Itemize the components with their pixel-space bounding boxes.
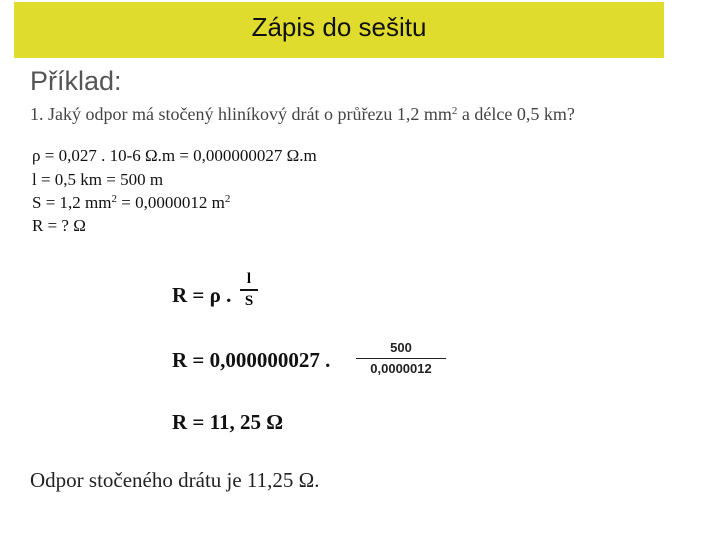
given-area-a: S = 1,2 mm bbox=[32, 193, 112, 212]
fraction-bar bbox=[356, 358, 446, 359]
given-area bbox=[32, 193, 230, 213]
fraction-bar bbox=[240, 289, 258, 291]
given-length: l = 0,5 km = 500 m bbox=[32, 170, 164, 189]
formula-general: R = ρ . bbox=[172, 283, 232, 307]
answer-text: Odpor stočeného drátu je 11,25 Ω. bbox=[30, 468, 320, 492]
fraction-denominator: S bbox=[244, 292, 254, 309]
given-area-sup1: 2 bbox=[111, 193, 117, 205]
fraction-numerator: l bbox=[246, 271, 252, 287]
title-bar bbox=[14, 2, 664, 58]
formula-result: R = 11, 25 Ω bbox=[172, 410, 284, 434]
question-main: 1. Jaký odpor má stočený hliníkový drát o průřezu 1,2 mm bbox=[30, 104, 452, 124]
question-text bbox=[30, 104, 575, 125]
example-heading: Příklad: bbox=[30, 66, 122, 96]
question-sup: 2 bbox=[451, 105, 458, 117]
page-title: Zápis do sešitu bbox=[251, 12, 427, 42]
given-area-b: = 0,0000012 m bbox=[117, 193, 225, 212]
fraction-denominator: 0,0000012 bbox=[370, 361, 432, 377]
fraction-numerator: 500 bbox=[390, 340, 412, 355]
fraction-l-over-s bbox=[240, 270, 258, 310]
fraction-values bbox=[356, 340, 446, 377]
formula-substituted: R = 0,000000027 . bbox=[172, 348, 331, 372]
given-area-sup2: 2 bbox=[224, 193, 231, 205]
given-rho: ρ = 0,027 . 10-6 Ω.m = 0,000000027 Ω.m bbox=[32, 146, 317, 165]
given-unknown: R = ? Ω bbox=[32, 216, 86, 235]
question-tail: a délce 0,5 km? bbox=[457, 104, 575, 124]
